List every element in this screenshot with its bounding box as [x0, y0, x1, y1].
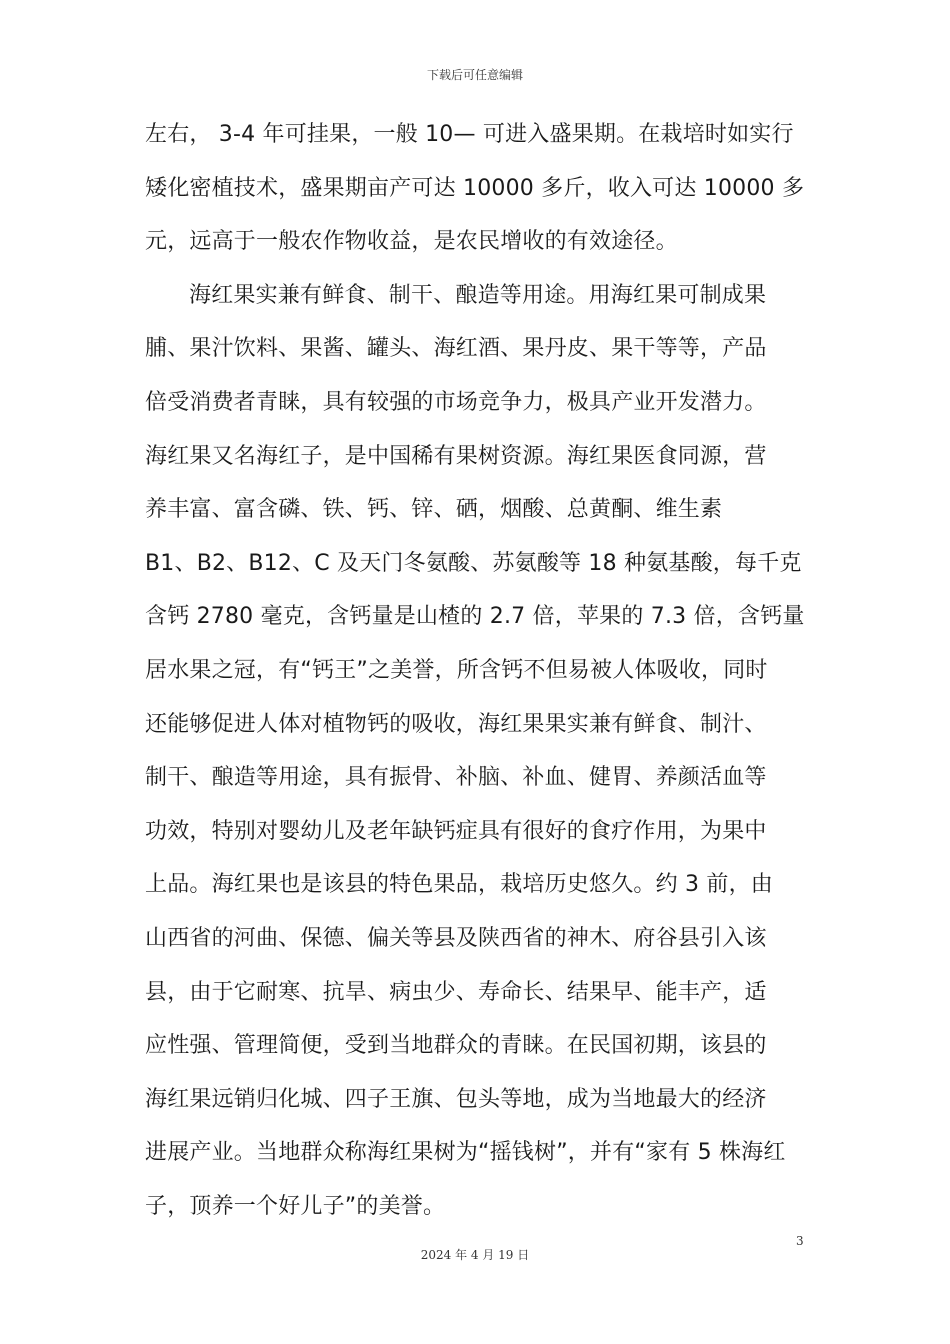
text-line: 进展产业。当地群众称海红果树为“摇钱树”，并有“家有 5 株海红 — [145, 1140, 786, 1166]
text-line: 县，由于它耐寒、抗旱、病虫少、寿命长、结果早、能丰产，适 — [145, 979, 767, 1005]
paragraph-first-line: 海红果实兼有鲜食、制干、酿造等用途。用海红果可制成果 — [189, 282, 767, 308]
text-line: 倍受消费者青睐，具有较强的市场竞争力，极具产业开发潜力。 — [145, 389, 767, 415]
text-line: 海红果远销归化城、四子王旗、包头等地，成为当地最大的经济 — [145, 1086, 767, 1112]
page-footer-date: 2024 年 4 月 19 日 — [420, 1248, 530, 1262]
page-header: 下载后可任意编辑 — [426, 68, 523, 82]
text-line: 制干、酿造等用途，具有振骨、补脑、补血、健胃、养颜活血等 — [145, 765, 767, 791]
text-line: 养丰富、富含磷、铁、钙、锌、硒，烟酸、总黄酮、维生素 — [145, 497, 723, 523]
text-line: 脯、果汁饮料、果酱、罐头、海红酒、果丹皮、果干等等，产品 — [145, 336, 767, 362]
page-number: 3 — [796, 1234, 804, 1248]
text-line: 海红果又名海红子，是中国稀有果树资源。海红果医食同源，营 — [145, 443, 767, 469]
text-line: 山西省的河曲、保德、偏关等县及陕西省的神木、府谷县引入该 — [145, 925, 767, 951]
text-line: 含钙 2780 毫克，含钙量是山楂的 2.7 倍，苹果的 7.3 倍，含钙量 — [145, 604, 805, 630]
text-line: 元，远高于一般农作物收益，是农民增收的有效途径。 — [145, 229, 678, 255]
text-line: 左右， 3-4 年可挂果，一般 10— 可进入盛果期。在栽培时如实行 — [145, 122, 794, 147]
text-line: 矮化密植技术，盛果期亩产可达 10000 多斤，收入可达 10000 多 — [145, 175, 805, 201]
document-body — [145, 108, 809, 1233]
text-line: 还能够促进人体对植物钙的吸收，海红果果实兼有鲜食、制汁、 — [145, 711, 767, 737]
text-line: 上品。海红果也是该县的特色果品，栽培历史悠久。约 3 前，由 — [145, 872, 773, 898]
text-line: 功效，特别对婴幼儿及老年缺钙症具有很好的食疗作用，为果中 — [145, 818, 767, 844]
text-line: 应性强、管理简便，受到当地群众的青睐。在民国初期，该县的 — [145, 1033, 767, 1059]
text-line: 子，顶养一个好儿子”的美誉。 — [145, 1193, 446, 1219]
text-line: 居水果之冠，有“钙王”之美誉，所含钙不但易被人体吸收，同时 — [145, 657, 768, 683]
text-line: B1、B2、B12、C 及天门冬氨酸、苏氨酸等 18 种氨基酸，每千克 — [145, 550, 802, 576]
